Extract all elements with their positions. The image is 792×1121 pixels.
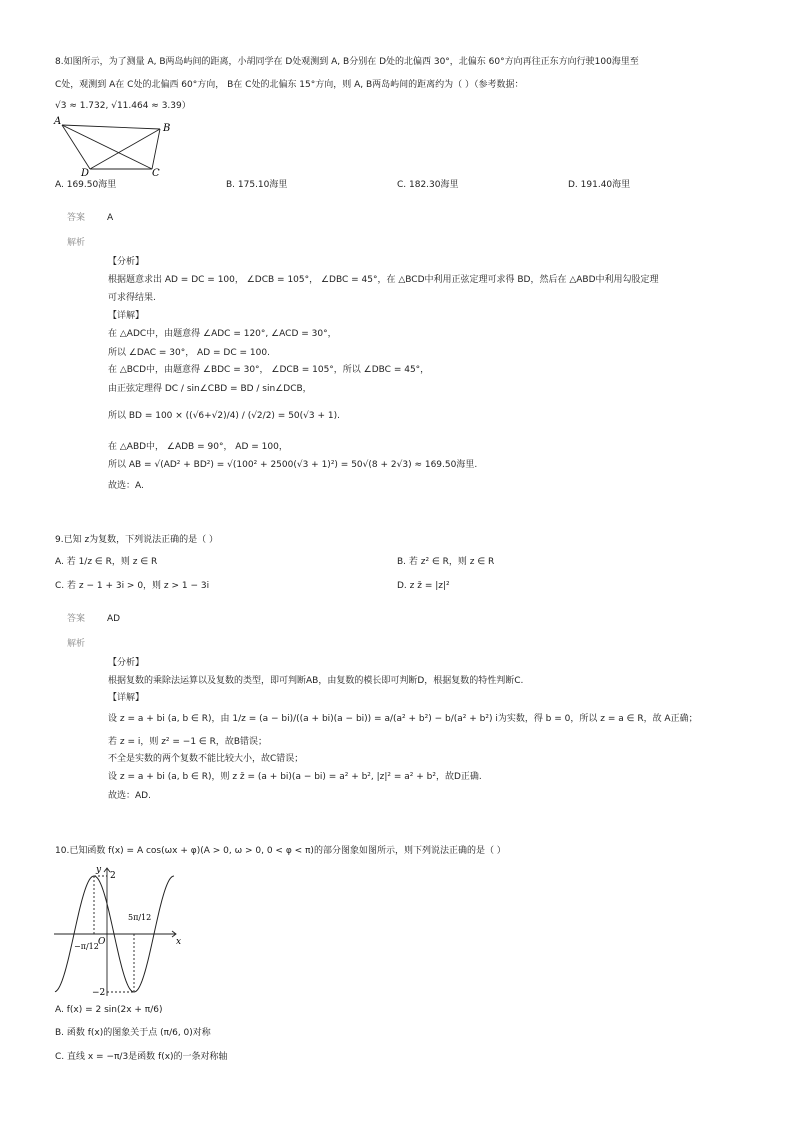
origin-label: O (98, 937, 106, 947)
q8-detail-6: 在 △ABD中， ∠ADB = 90°， AD = 100， (108, 442, 288, 452)
q10-option-c: C. 直线 x = −π/3是函数 f(x)的一条对称轴 (55, 1052, 228, 1062)
q9-tag-analysis: 【分析】 (108, 658, 145, 668)
q8-answer-label: 答案 (67, 213, 86, 223)
x-right-label: 5π/12 (128, 913, 152, 922)
q8-analysis-label: 解析 (67, 238, 86, 248)
q8-tag-detail: 【详解】 (108, 311, 145, 321)
q8-detail-1: 在 △ADC中，由题意得 ∠ADC = 120°, ∠ACD = 30°， (108, 329, 337, 339)
q9-answer: AD (107, 614, 121, 624)
y-axis-label: y (96, 865, 102, 875)
q8-option-b: B. 175.10海里 (226, 180, 288, 190)
q9-detail-3: 不全是实数的两个复数不能比较大小，故C错误； (108, 754, 304, 764)
point-d-label: D (81, 168, 90, 177)
q8-detail-2: 所以 ∠DAC = 30°， AD = DC = 100. (108, 348, 270, 358)
q9-detail-2: 若 z = i，则 z² = −1 ∈ R，故B错误； (108, 737, 268, 747)
point-c-label: C (152, 168, 160, 177)
q9-option-b: B. 若 z² ∈ R，则 z ∈ R (397, 557, 495, 567)
q9-option-c: C. 若 z − 1 + 3i > 0，则 z > 1 − 3i (55, 581, 210, 591)
q9-stem: 9.已知 z为复数，下列说法正确的是（ ） (55, 535, 219, 545)
q8-analysis-line2: 可求得结果. (108, 293, 156, 303)
q8-detail-8: 故选：A. (108, 481, 144, 491)
q8-detail-3: 在 △BCD中，由题意得 ∠BDC = 30°， ∠DCB = 105°，所以 ∠DBC = 45°， (108, 365, 430, 375)
q9-detail-4: 设 z = a + bi (a, b ∈ R)，则 z z̄ = (a + bi)(a − bi) = a² + b², |z|² = a² + b²，故D正确. (108, 772, 482, 782)
q8-stem-line3: √3 ≈ 1.732, √11.464 ≈ 3.39） (55, 101, 191, 111)
q8-analysis-line1: 根据题意求出 AD = DC = 100， ∠DCB = 105°， ∠DBC = 45°，在 △BCD中利用正弦定理可求得 BD，然后在 △ABD中利用勾股定理 (108, 275, 659, 285)
q10-graph (52, 864, 184, 1000)
q9-tag-detail: 【详解】 (108, 693, 145, 703)
q8-option-d: D. 191.40海里 (568, 180, 631, 190)
q9-option-d: D. z z̄ = |z|² (397, 581, 450, 591)
q8-figure (52, 113, 182, 177)
x-left-label: −π/12 (74, 942, 99, 951)
q8-stem-line2: C处，观测到 A在 C处的北偏西 60°方向， B在 C处的北偏东 15°方向，则 A, B两岛屿间的距离约为（ ）（参考数据： (55, 80, 524, 90)
x-axis-label: x (176, 937, 182, 947)
q8-tag-analysis: 【分析】 (108, 257, 145, 267)
q10-option-b: B. 函数 f(x)的图象关于点 (π/6, 0)对称 (55, 1028, 211, 1038)
q9-analysis-line: 根据复数的乘除法运算以及复数的类型，即可判断AB，由复数的模长即可判断D，根据复数的特性判断C. (108, 676, 524, 686)
y-max-label: 2 (110, 871, 116, 881)
q8-stem-line1: 8.如图所示，为了测量 A, B两岛屿间的距离，小胡同学在 D处观测到 A, B分别在 D处的北偏西 30°，北偏东 60°方向再往正东方向行驶100海里至 (55, 57, 639, 67)
q9-option-a: A. 若 1/z ∈ R，则 z ∈ R (55, 557, 158, 567)
q9-detail-1: 设 z = a + bi (a, b ∈ R)，由 1/z = (a − bi)/((a + bi)(a − bi)) = a/(a² + b²) − b/(a² + b²) i为实数，得 b = 0，所以 z = a ∈ R，故 A正确； (108, 714, 698, 724)
q10-option-a: A. f(x) = 2 sin(2x + π/6) (55, 1005, 163, 1015)
q8-detail-7: 所以 AB = √(AD² + BD²) = √(100² + 2500(√3 + 1)²) = 50√(8 + 2√3) ≈ 169.50海里. (108, 460, 478, 470)
q10-stem: 10.已知函数 f(x) = A cos(ωx + φ)(A > 0, ω > 0, 0 < φ < π)的部分图象如图所示，则下列说法正确的是（ ） (55, 846, 506, 856)
q8-option-a: A. 169.50海里 (55, 180, 117, 190)
q8-answer: A (107, 213, 114, 223)
q9-detail-5: 故选：AD. (108, 791, 151, 801)
y-min-label: −2 (92, 988, 106, 998)
q8-detail-5: 所以 BD = 100 × ((√6+√2)/4) / (√2/2) = 50(√3 + 1). (108, 411, 340, 421)
q9-answer-label: 答案 (67, 614, 86, 624)
point-a-label: A (54, 116, 62, 127)
q8-option-c: C. 182.30海里 (397, 180, 459, 190)
point-b-label: B (163, 123, 171, 134)
q9-analysis-label: 解析 (67, 639, 86, 649)
q8-detail-4: 由正弦定理得 DC / sin∠CBD = BD / sin∠DCB， (108, 384, 312, 394)
